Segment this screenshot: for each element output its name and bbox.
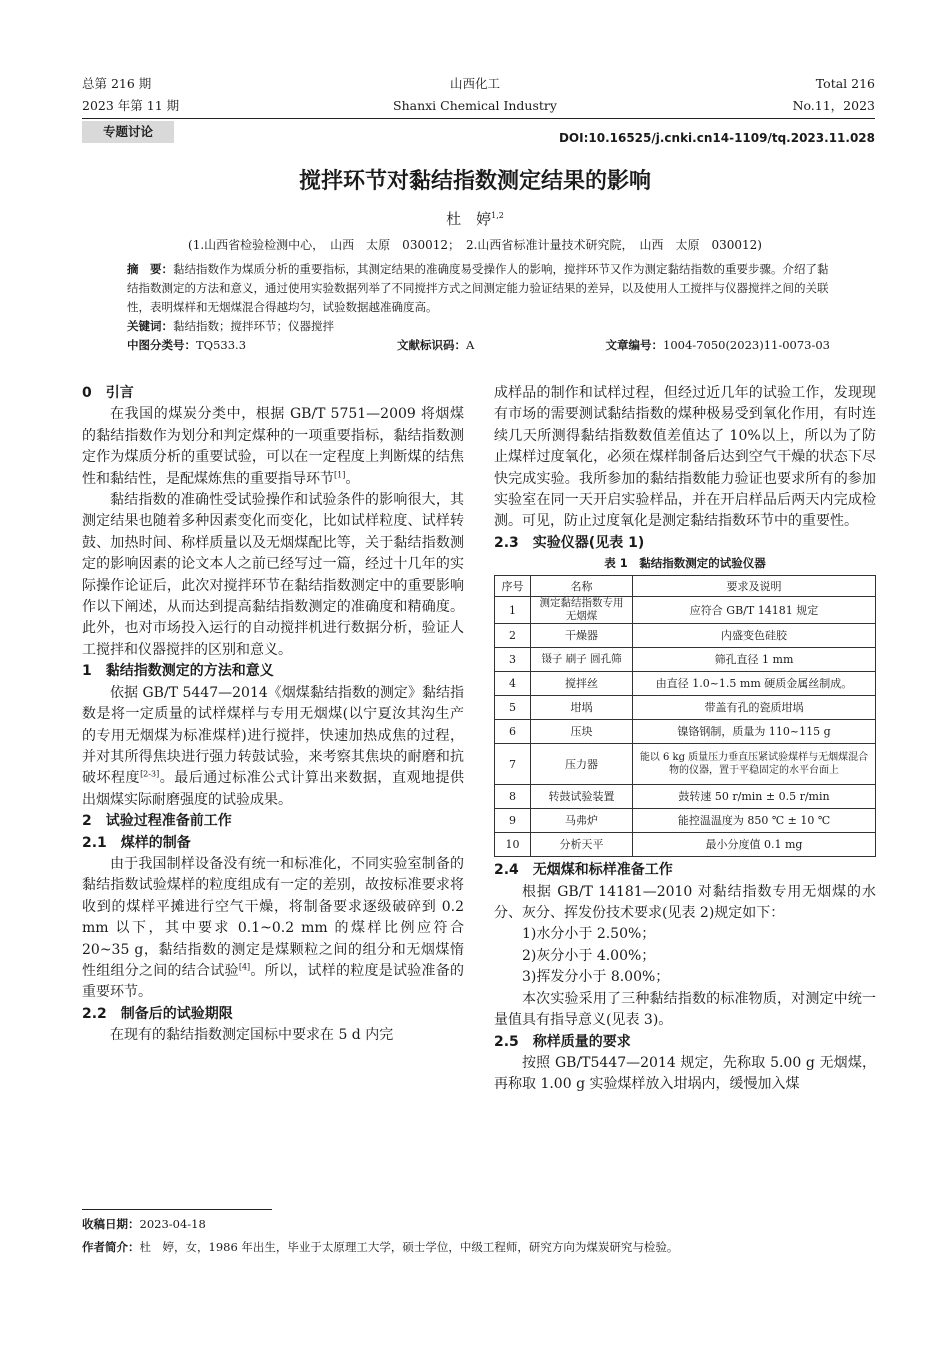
intro-paragraph-2: 黏结指数的准确性受试验操作和试验条件的影响很大，其测定结果也随着多种因素变化而变化，比如试样粒度、试样转鼓、加热时间、称样质量以及无烟煤配比等，关于黏结指数测定的影响因素的论文本人之前已经写过一篇，经过十几年的实际操作论证后，此次对搅拌环节在黏结指数测定中的重要影响作以下阐述，从而达到提高黏结指数测定的准确度和精确度。此外，也对市场投入运行的自动搅拌机进行数据分析，验证人工搅拌和仪器搅拌的区别和意义。 — [82, 492, 464, 658]
table-cell: 7 — [495, 744, 531, 785]
table-row — [495, 720, 876, 744]
classification-line — [127, 336, 830, 355]
table-cell: 10 — [495, 833, 531, 857]
section-2-2-continued: 成样品的制作和试样过程，但经过近几年的试验工作，发现现有市场的需要测试黏结指数的煤种极易受到氧化作用，有时连续几天所测得黏结指数数值差值达了 10%以上，所以为了防止煤样过度氧化，必须在煤样制备后达到空气干燥的状态下尽快完成实验。我所参加的黏结指数能力验证也要求所有的参加实验室在同一天开启实验样品，并在开启样品后两天内完成检测。可见，防止过度氧化是测定黏结指数环节中的重要性。 — [494, 385, 876, 530]
section-2-1-paragraph-text: 由于我国制样设备没有统一和标准化，不同实验室制备的黏结指数试验煤样的粒度组成有一定的差别，故按标准要求将收到的煤样平摊进行空气干燥，将制备要求逐级破碎到 0.2 mm 以下，其中要求 0.1~0.2 mm 的煤样比例应符合 20~35 g，黏结指数的测定是煤颗粒之间的组分和无烟煤惰性组组分之间的结合试验 — [82, 855, 464, 979]
heading-introduction: 0 引言 — [82, 385, 134, 401]
table-cell: 镍铬钢制，质量为 110~115 g — [633, 720, 876, 744]
heading-section-1: 1 黏结指数测定的方法和意义 — [82, 663, 274, 680]
clc-label: 中图分类号： — [127, 338, 196, 352]
requirement-ash: 2)灰分小于 4.00%； — [522, 947, 656, 964]
heading-section-2-2: 2.2 制备后的试验期限 — [82, 1005, 233, 1022]
requirement-moisture: 1)水分小于 2.50%； — [522, 926, 656, 943]
document-code-value: A — [466, 338, 475, 352]
author-affiliation-marker: 1,2 — [491, 211, 504, 220]
table-cell: 由直径 1.0~1.5 mm 硬质金属丝制成。 — [633, 672, 876, 696]
footnote-rule — [82, 1209, 272, 1210]
author-bio-label: 作者简介： — [82, 1240, 140, 1254]
table-row — [495, 785, 876, 809]
table-cell: 4 — [495, 672, 531, 696]
intro-paragraph-1-text: 在我国的煤炭分类中，根据 GB/T 5751—2009 将烟煤的黏结指数作为划分和判定煤种的一项重要指标，黏结指数测定作为煤质分析的重要试验，可以在一定程度上判断煤的结焦性和黏结性，是配煤炼焦的重要指导环节 — [82, 406, 464, 487]
header-volume: 总第 216 期 — [82, 76, 152, 91]
keywords-label: 关键词： — [127, 319, 173, 333]
affiliation: (1.山西省检验检测中心， 山西 太原 030012； 2.山西省标准计量技术研究院， 山西 太原 030012) — [188, 238, 762, 252]
table-row — [495, 648, 876, 672]
document-code-label: 文献标识码： — [397, 338, 466, 352]
table-header-cell: 序号 — [495, 576, 531, 597]
received-date — [82, 1215, 206, 1233]
right-column — [494, 383, 876, 1096]
table-cell: 坩埚 — [531, 696, 633, 720]
table-cell: 筛孔直径 1 mm — [633, 648, 876, 672]
table-cell: 带盖有孔的瓷质坩埚 — [633, 696, 876, 720]
table-row — [495, 597, 876, 624]
table-cell: 转鼓试验装置 — [531, 785, 633, 809]
article-number-label: 文章编号： — [605, 338, 664, 352]
table-header-row — [495, 576, 876, 597]
table-cell: 马弗炉 — [531, 809, 633, 833]
table-cell: 9 — [495, 809, 531, 833]
article-title: 搅拌环节对黏结指数测定结果的影响 — [298, 169, 651, 194]
table-cell: 能以 6 kg 质量压力垂直压紧试验煤样与无烟煤混合物的仪器，置于平稳固定的水平台面上 — [633, 744, 876, 785]
citation-1: [1] — [334, 469, 346, 479]
table-cell: 8 — [495, 785, 531, 809]
heading-section-2-5: 2.5 称样质量的要求 — [494, 1033, 631, 1050]
table-cell: 镊子 刷子 圆孔筛 — [531, 648, 633, 672]
table-cell: 3 — [495, 648, 531, 672]
instrument-table — [494, 575, 876, 857]
citation-2-3: [2-3] — [140, 769, 160, 779]
abstract-text: 黏结指数作为煤质分析的重要指标，其测定结果的准确度易受操作人的影响，搅拌环节又作为测定黏结指数的重要步骤。介绍了黏结指数测定的方法和意义，通过使用实验数据列举了不同搅拌方式之间测定能力验证结果的差异，以及使用人工搅拌与仪器搅拌之间的关联性，表明煤样和无烟煤混合得越均匀，试验数据越准确度高。 — [127, 262, 829, 314]
section-1-paragraph-end: 。最后通过标准公式计算出来数据，直观地提供出烟煤实际耐磨强度的试验成果。 — [82, 770, 465, 808]
section-2-1-paragraph — [82, 854, 464, 1004]
requirement-volatile: 3)挥发分小于 8.00%； — [522, 969, 670, 986]
section-2-1-paragraph-end: 。所以，试样的粒度是试验准备的重要环节。 — [82, 962, 465, 1001]
article-number-value: 1004-7050(2023)11-0073-03 — [663, 338, 830, 352]
table-cell: 1 — [495, 597, 531, 624]
header-number: No.11，2023 — [792, 98, 875, 113]
table-row — [495, 833, 876, 857]
table-header-cell: 要求及说明 — [633, 576, 876, 597]
table-row — [495, 696, 876, 720]
keywords-text: 黏结指数；搅拌环节；仪器搅拌 — [173, 319, 334, 333]
table-cell: 压力器 — [531, 744, 633, 785]
clc-number — [127, 336, 246, 355]
document-code — [397, 336, 474, 355]
section-2-4-paragraph-2: 本次实验采用了三种黏结指数的标准物质，对测定中统一量值具有指导意义(见表 3)。 — [494, 990, 876, 1029]
table-cell: 搅拌丝 — [531, 672, 633, 696]
article-number — [606, 336, 830, 355]
header-total: Total 216 — [815, 76, 875, 91]
table-cell: 应符合 GB/T 14181 规定 — [633, 597, 876, 624]
section-1-paragraph-text: 依据 GB/T 5447—2014《烟煤黏结指数的测定》黏结指数是将一定质量的试样煤样与专用无烟煤(以宁夏汝其沟生产的专用无烟煤为标准煤样)进行搅拌，快速加热成焦的过程，并对其所得焦块进行强力转鼓试验，来考察其焦块的耐磨和抗破坏程度 — [82, 684, 464, 787]
table-row — [495, 809, 876, 833]
table-cell: 测定黏结指数专用无烟煤 — [531, 597, 633, 624]
abstract-label: 摘 要： — [127, 262, 173, 276]
table-cell: 分析天平 — [531, 833, 633, 857]
table-row — [495, 744, 876, 785]
header-issue: 2023 年第 11 期 — [82, 98, 180, 113]
table-cell: 最小分度值 0.1 mg — [633, 833, 876, 857]
journal-name-cn: 山西化工 — [449, 76, 500, 91]
author-name: 杜 婷 — [446, 210, 492, 228]
author-line — [0, 208, 950, 230]
section-2-5-paragraph: 按照 GB/T5447—2014 规定，先称取 5.00 g 无烟煤，再称取 1.00 g 实验煤样放入坩埚内，缓慢加入煤 — [494, 1054, 876, 1093]
table-body — [495, 597, 876, 857]
header-rule — [82, 118, 875, 119]
abstract — [127, 260, 830, 317]
received-value: 2023-04-18 — [139, 1217, 206, 1231]
keywords — [127, 317, 830, 336]
citation-4: [4] — [238, 962, 251, 972]
table-cell: 2 — [495, 624, 531, 648]
author-bio-text: 杜 婷，女，1986 年出生，毕业于太原理工大学，硕士学位，中级工程师，研究方向为煤炭研究与检验。 — [139, 1240, 679, 1254]
heading-section-2-1: 2.1 煤样的制备 — [82, 834, 191, 851]
section-2-2-paragraph: 在现有的黏结指数测定国标中要求在 5 d 内完 — [110, 1027, 394, 1044]
heading-section-2-4: 2.4 无烟煤和标样准备工作 — [494, 862, 673, 879]
table-header-cell: 名称 — [531, 576, 633, 597]
section-2-4-paragraph: 根据 GB/T 14181—2010 对黏结指数专用无烟煤的水分、灰分、挥发份技术要求(见表 2)规定如下： — [494, 883, 876, 922]
received-label: 收稿日期： — [82, 1217, 140, 1231]
heading-section-2: 2 试验过程准备前工作 — [82, 813, 232, 830]
table-cell: 能控温温度为 850 ℃ ± 10 ℃ — [633, 809, 876, 833]
table-cell: 压块 — [531, 720, 633, 744]
intro-paragraph-1-end: 。 — [345, 470, 360, 487]
section-badge: 专题讨论 — [82, 121, 174, 143]
abstract-block — [127, 260, 830, 355]
left-column — [82, 383, 464, 1047]
table-cell: 5 — [495, 696, 531, 720]
section-1-paragraph — [82, 683, 464, 811]
journal-name-en: Shanxi Chemical Industry — [393, 98, 557, 113]
intro-paragraph-1 — [82, 404, 464, 490]
table-row — [495, 624, 876, 648]
doi: DOI:10.16525/j.cnki.cn14-1109/tq.2023.11.028 — [558, 131, 875, 145]
author-bio — [82, 1238, 678, 1256]
clc-value: TQ533.3 — [196, 338, 247, 352]
table-1-caption: 表 1 黏结指数测定的试验仪器 — [604, 556, 766, 571]
heading-section-2-3: 2.3 实验仪器(见表 1) — [494, 534, 645, 551]
table-cell: 鼓转速 50 r/min ± 0.5 r/min — [633, 785, 876, 809]
table-cell: 内盛变色硅胶 — [633, 624, 876, 648]
table-cell: 干燥器 — [531, 624, 633, 648]
table-cell: 6 — [495, 720, 531, 744]
table-row — [495, 672, 876, 696]
